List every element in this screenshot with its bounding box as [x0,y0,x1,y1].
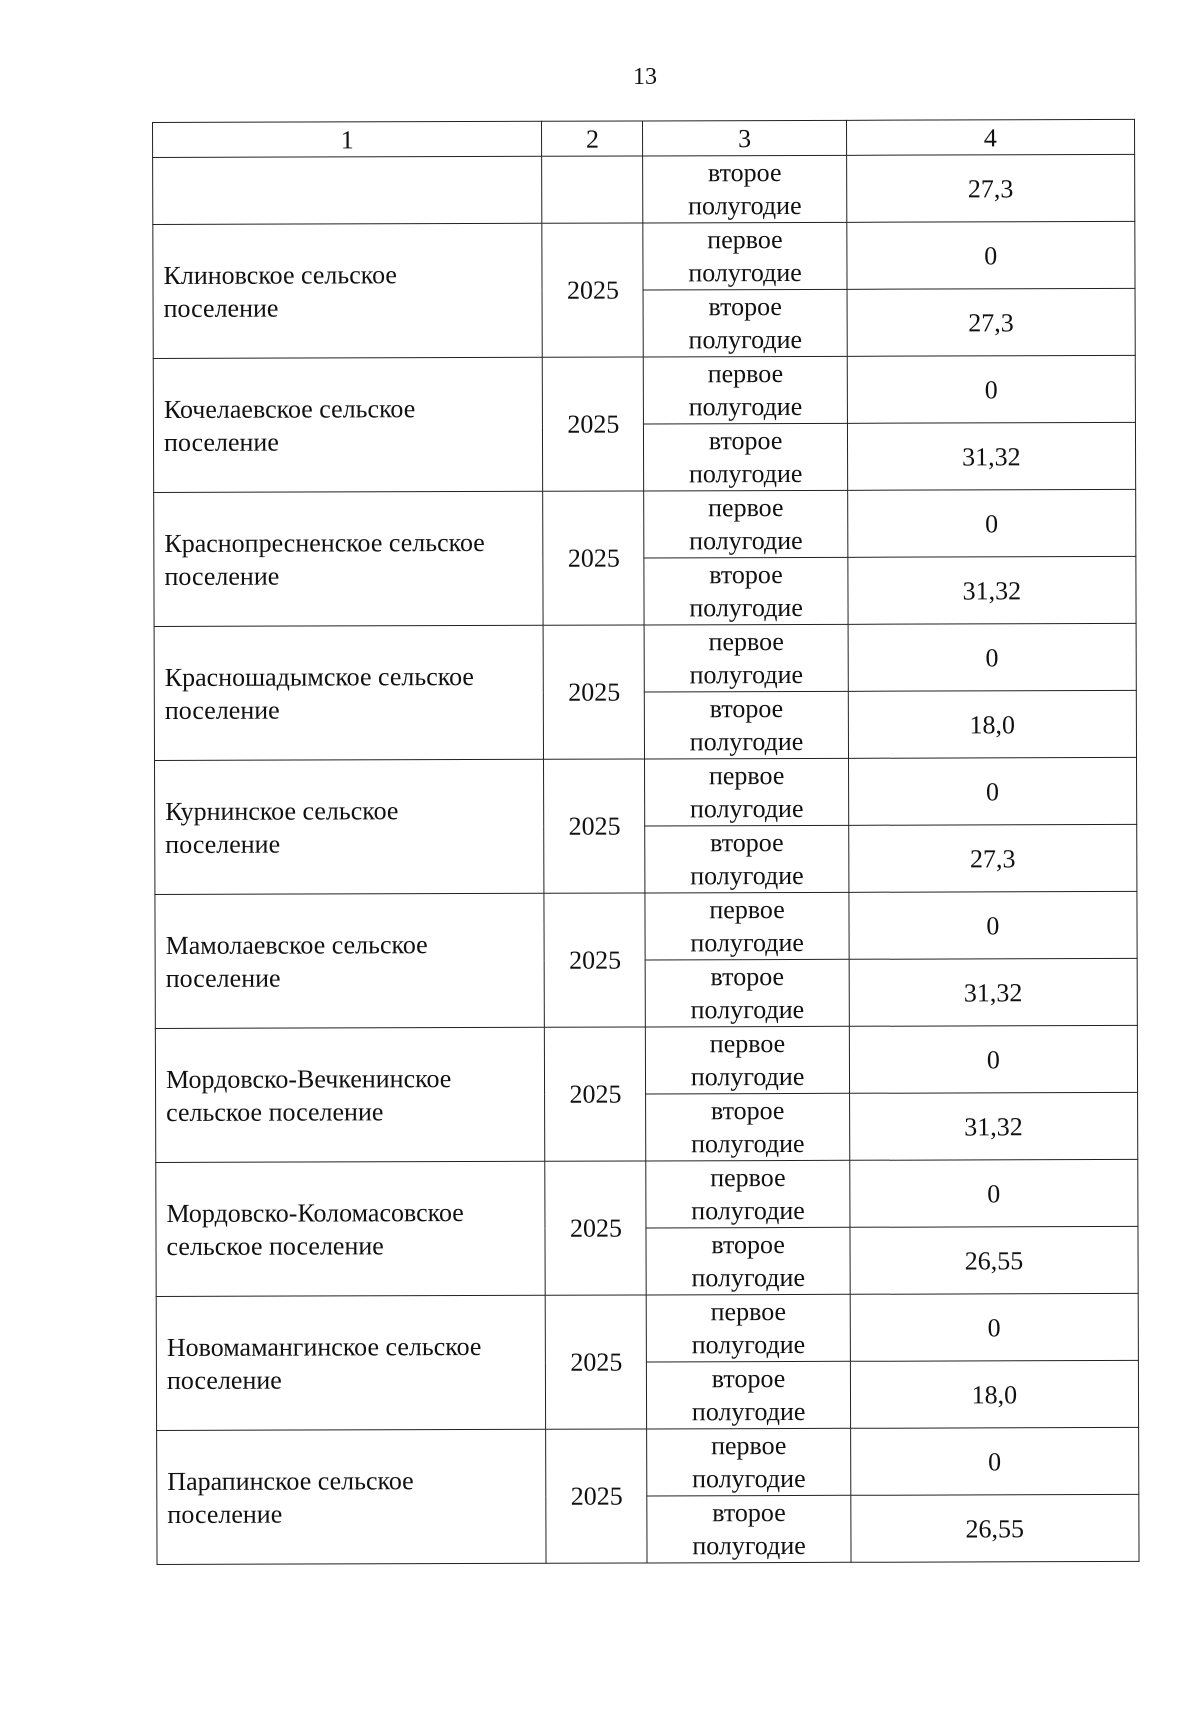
period-cell [644,557,847,625]
settlement-name-line: Мордовско-Вечкенинское [165,1063,452,1094]
period-line: полугодие [689,726,804,757]
value-cell: 0 [848,623,1137,691]
value-cell: 31,32 [848,556,1137,624]
value-cell: 0 [847,489,1136,557]
period-cell [643,222,846,290]
value-cell: 27,3 [848,824,1137,892]
period-cell [644,490,847,558]
year-cell: 2025 [542,223,644,357]
period-line: полугодие [690,1061,805,1092]
period-cell [644,356,847,424]
period-line: полугодие [691,1262,806,1293]
period-line: второе [710,828,784,858]
settlement-name-line: сельское поселение [166,1230,384,1261]
period-line: первое [710,1431,787,1461]
period-line: первое [710,1163,786,1193]
table-row [156,1293,1138,1363]
table-row [157,1427,1139,1497]
period-cell [644,289,847,357]
table-row [155,757,1137,827]
period-line: второе [711,1230,785,1260]
value-cell: 27,3 [846,154,1135,222]
column-header: 2 [542,121,643,156]
period-line: второе [708,426,783,456]
settlement-name-line: поселение [163,427,279,457]
settlement-name-line: поселение [164,695,280,725]
period-line: полугодие [691,1329,806,1360]
period-line: второе [711,1364,786,1394]
settlement-name-line: Мамолаевское сельское [165,929,428,960]
year-cell: 2025 [543,491,645,625]
period-line: первое [708,761,785,791]
period-line: первое [708,493,784,523]
period-line: полугодие [690,860,804,891]
settlement-name-line: поселение [163,293,279,323]
period-line: полугодие [689,525,803,556]
settlement-name-cell [155,893,545,1028]
carryover-row [153,154,1135,224]
value-cell: 26,55 [851,1494,1140,1562]
value-cell: 0 [849,1159,1138,1227]
settlement-name-line: сельское поселение [166,1096,384,1127]
settlement-name-line: Новомамангинское сельское [166,1331,482,1362]
period-line: полугодие [692,1463,806,1494]
period-line: полугодие [688,257,802,288]
table-row [155,1025,1137,1095]
period-line: полугодие [690,1128,805,1159]
period-line: первое [710,1297,787,1327]
settlement-name-line: Красношадымское сельское [164,661,474,692]
period-cell [647,1294,850,1362]
settlement-name-line: Клиновское сельское [163,259,397,290]
year-cell: 2025 [546,1429,648,1563]
table-row [154,623,1136,693]
period-cell [646,1026,849,1094]
year-cell: 2025 [544,893,646,1027]
period-line: полугодие [691,1396,806,1427]
allocation-table [152,119,1140,1565]
value-cell: 0 [848,757,1137,825]
table-row [154,489,1136,559]
value-cell: 0 [850,1293,1139,1361]
settlement-name-line: поселение [164,561,280,591]
value-cell: 26,55 [850,1226,1139,1294]
period-cell [645,758,848,826]
period-cell [646,1227,849,1295]
period-line: первое [707,359,784,389]
settlement-name-line: Курнинское сельское [165,795,399,826]
period-line: второе [710,1096,785,1126]
settlement-name-line: поселение [167,1499,283,1529]
settlement-name-cell [154,491,544,626]
period-line: полугодие [688,458,803,489]
period-line: второе [710,962,785,992]
period-cell [645,624,848,692]
period-line: полугодие [690,994,805,1025]
period-line: второе [709,560,783,590]
page-number: 13 [633,64,657,90]
settlement-name-cell [156,1295,546,1430]
value-cell: 0 [849,891,1138,959]
value-cell: 31,32 [847,422,1136,490]
settlement-name-cell [156,1161,546,1296]
settlement-name-cell [155,759,545,894]
year-cell: 2025 [544,759,646,893]
period-cell [645,691,848,759]
settlement-name-cell [153,357,543,492]
period-line: второе [712,1498,786,1528]
period-cell [646,959,849,1027]
value-cell: 27,3 [847,288,1136,356]
period-line: полугодие [690,927,804,958]
period-line: первое [708,627,784,657]
year-cell [542,156,643,223]
period-cell [645,892,848,960]
period-line: полугодие [689,659,804,690]
period-cell [647,1495,850,1563]
year-cell: 2025 [545,1027,647,1161]
year-cell: 2025 [543,625,645,759]
column-header: 1 [153,121,542,157]
value-cell: 31,32 [849,1092,1138,1160]
settlement-name-cell [155,1027,545,1162]
period-cell [643,155,846,223]
settlement-name-line: поселение [166,1365,282,1395]
period-line: полугодие [692,1530,806,1561]
period-line: полугодие [689,793,804,824]
header-row [153,119,1135,157]
period-line: второе [709,694,784,724]
year-cell: 2025 [545,1161,647,1295]
period-line: полугодие [691,1195,805,1226]
settlement-name-line: Краснопресненское сельское [164,527,485,558]
year-cell: 2025 [543,357,645,491]
period-line: полугодие [689,592,803,623]
period-line: полугодие [688,391,803,422]
period-cell [644,423,847,491]
settlement-name-line: поселение [165,829,281,859]
period-cell [646,1093,849,1161]
value-cell: 0 [849,1025,1138,1093]
value-cell: 31,32 [849,958,1138,1026]
period-line: первое [709,1029,786,1059]
settlement-name-cell [153,223,543,358]
period-cell [646,1160,849,1228]
period-cell [647,1428,850,1496]
period-line: полугодие [688,190,802,221]
table-row [155,891,1137,961]
value-cell: 0 [847,221,1136,289]
period-cell [645,825,848,893]
value-cell: 18,0 [848,690,1137,758]
period-line: второе [708,292,782,322]
settlement-name-line: Парапинское сельское [167,1465,414,1496]
period-cell [647,1361,850,1429]
value-cell: 18,0 [850,1360,1139,1428]
settlement-name-line: Кочелаевское сельское [163,393,416,424]
period-line: первое [709,895,785,925]
table-body [153,154,1139,1564]
column-header: 4 [846,119,1134,155]
column-header: 3 [643,120,846,156]
table-row [153,221,1135,291]
value-cell: 0 [850,1427,1139,1495]
period-line: полугодие [688,324,803,355]
settlement-name-line: Мордовско-Коломасовское [166,1197,464,1228]
table-row [156,1159,1138,1229]
settlement-name-line: поселение [165,963,281,993]
year-cell: 2025 [546,1295,648,1429]
period-line: первое [707,225,783,255]
table-row [153,355,1135,425]
period-line: второе [707,158,782,188]
settlement-name-cell [157,1429,547,1564]
value-cell: 0 [847,355,1136,423]
settlement-name-cell [154,625,544,760]
settlement-name-cell [153,156,543,224]
